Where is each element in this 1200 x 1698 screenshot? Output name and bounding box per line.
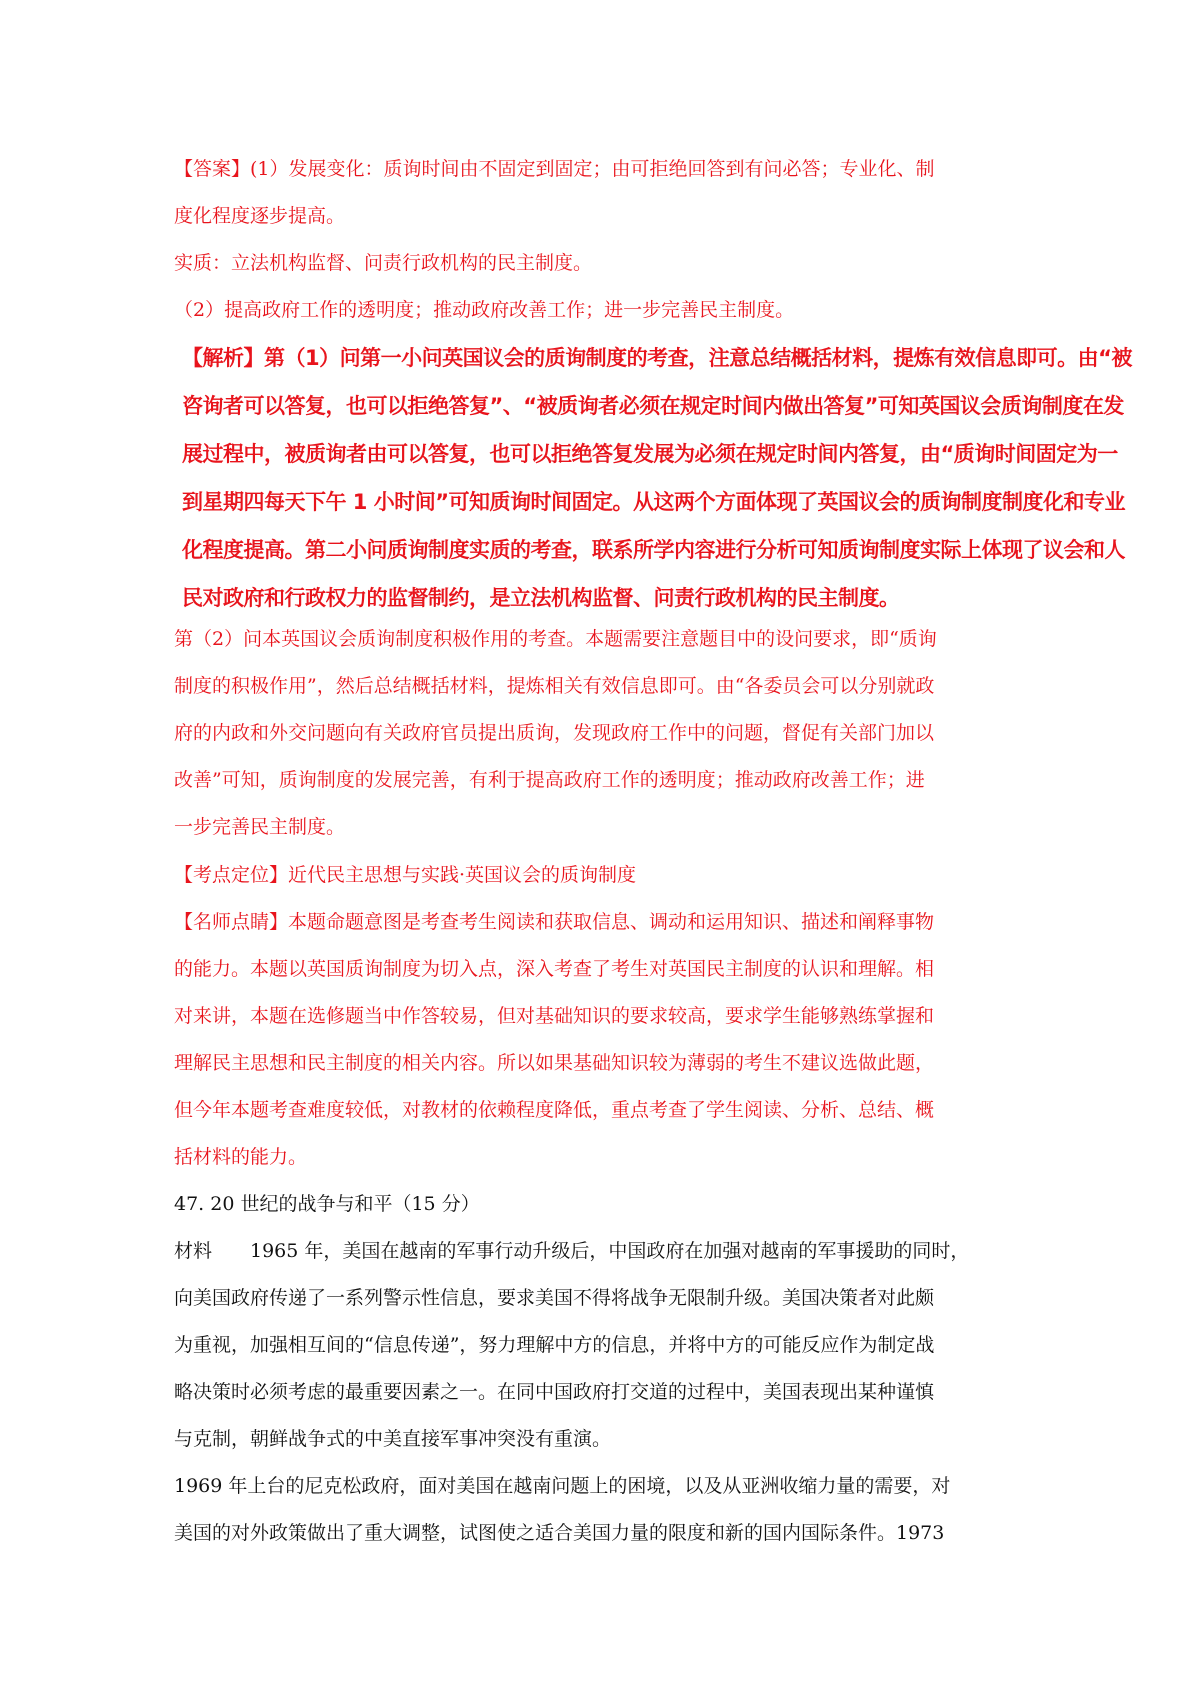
material-line: 1969 年上台的尼克松政府，面对美国在越南问题上的困境，以及从亚洲收缩力量的需要，对 (174, 1475, 951, 1497)
kaodian-line: 【考点定位】近代民主思想与实践·英国议会的质询制度 (174, 864, 637, 886)
answer-line: 度化程度逐步提高。 (174, 205, 346, 227)
analysis-line: 展过程中，被质询者由可以答复，也可以拒绝答复发展为必须在规定时间内答复，由“质询时间固定为一 (182, 442, 1118, 466)
mingshi-line: 对来讲，本题在选修题当中作答较易，但对基础知识的要求较高，要求学生能够熟练掌握和 (174, 1005, 935, 1027)
analysis-line: 府的内政和外交问题向有关政府官员提出质询，发现政府工作中的问题，督促有关部门加以 (174, 722, 935, 744)
answer-section (174, 146, 1034, 334)
analysis-bold-section (182, 334, 1182, 622)
mingshi-line: 理解民主思想和民主制度的相关内容。所以如果基础知识较为薄弱的考生不建议选做此题， (174, 1052, 935, 1074)
analysis-line: 民对政府和行政权力的监督制约，是立法机构监督、问责行政机构的民主制度。 (182, 586, 900, 610)
answer-line: 实质：立法机构监督、问责行政机构的民主制度。 (174, 252, 593, 274)
kaodian-section (174, 852, 1034, 899)
material-line: 为重视，加强相互间的“信息传递”，努力理解中方的信息，并将中方的可能反应作为制定战 (174, 1334, 935, 1356)
mingshi-section (174, 899, 1034, 1181)
question47-section (174, 1181, 1034, 1557)
answer-line: （2）提高政府工作的透明度；推动政府改善工作；进一步完善民主制度。 (174, 299, 795, 321)
material-line: 向美国政府传递了一系列警示性信息，要求美国不得将战争无限制升级。美国决策者对此颇 (174, 1287, 935, 1309)
material-line: 材料 1965 年，美国在越南的军事行动升级后，中国政府在加强对越南的军事援助的同时， (174, 1240, 970, 1262)
analysis-line: 化程度提高。第二小问质询制度实质的考查，联系所学内容进行分析可知质询制度实际上体现了议会和人 (182, 538, 1125, 562)
analysis-line: 到星期四每天下午 1 小时间”可知质询时间固定。从这两个方面体现了英国议会的质询制度制度化和专业 (182, 490, 1126, 514)
analysis-part2-section (174, 616, 1034, 851)
material-line: 与克制，朝鲜战争式的中美直接军事冲突没有重演。 (174, 1428, 612, 1450)
mingshi-line: 但今年本题考查难度较低，对教材的依赖程度降低，重点考查了学生阅读、分析、总结、概 (174, 1099, 935, 1121)
analysis-line: 第（2）问本英国议会质询制度积极作用的考查。本题需要注意题目中的设问要求，即“质询 (174, 628, 937, 650)
question-title: 47. 20 世纪的战争与和平（15 分） (174, 1193, 480, 1215)
mingshi-line: 【名师点睛】本题命题意图是考查考生阅读和获取信息、调动和运用知识、描述和阐释事物 (174, 911, 935, 933)
mingshi-line: 括材料的能力。 (174, 1146, 308, 1168)
mingshi-line: 的能力。本题以英国质询制度为切入点，深入考查了考生对英国民主制度的认识和理解。相 (174, 958, 935, 980)
analysis-line: 改善”可知，质询制度的发展完善，有利于提高政府工作的透明度；推动政府改善工作；进 (174, 769, 925, 791)
material-line: 美国的对外政策做出了重大调整，试图使之适合美国力量的限度和新的国内国际条件。1973 (174, 1522, 945, 1544)
analysis-line: 咨询者可以答复，也可以拒绝答复”、“被质询者必须在规定时间内做出答复”可知英国议会质询制度在发 (182, 394, 1124, 418)
analysis-line: 一步完善民主制度。 (174, 816, 346, 838)
answer-line: 【答案】(1）发展变化：质询时间由不固定到固定；由可拒绝回答到有问必答；专业化、制 (174, 158, 935, 180)
analysis-line: 【解析】第（1）问第一小问英国议会的质询制度的考查，注意总结概括材料，提炼有效信息即可。由“被 (182, 346, 1132, 370)
material-line: 略决策时必须考虑的最重要因素之一。在同中国政府打交道的过程中，美国表现出某种谨慎 (174, 1381, 935, 1403)
analysis-line: 制度的积极作用”，然后总结概括材料，提炼相关有效信息即可。由“各委员会可以分别就政 (174, 675, 935, 697)
